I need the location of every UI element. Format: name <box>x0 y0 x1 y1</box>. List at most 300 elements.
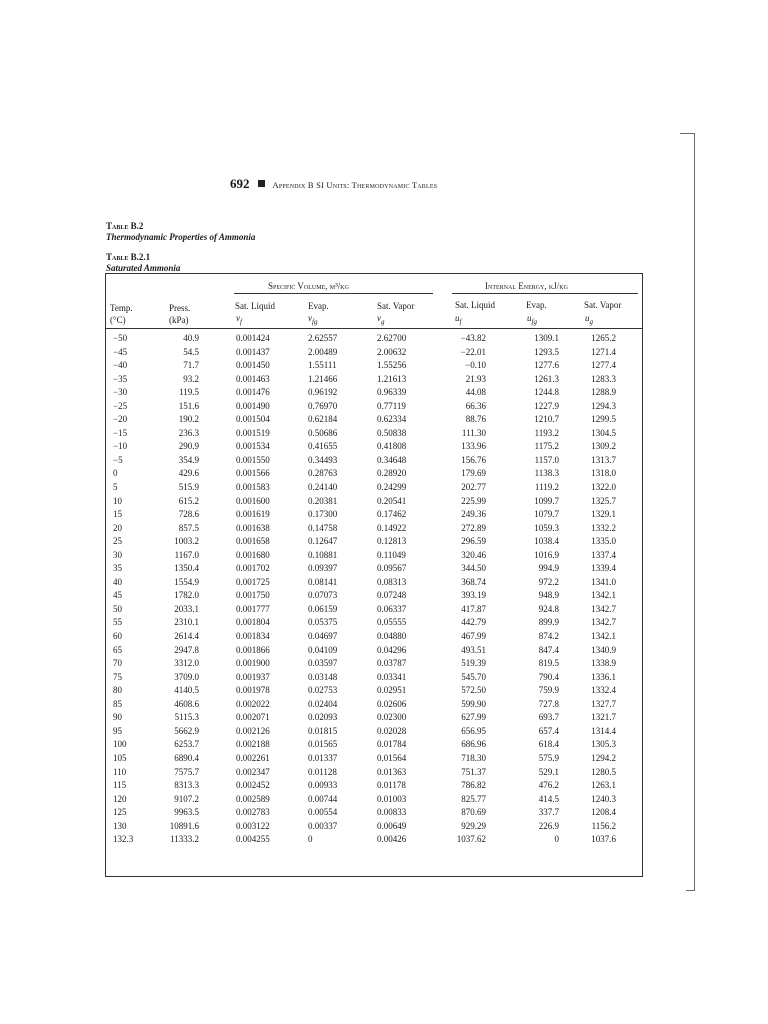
cell-ufg: 476.2 <box>538 780 559 791</box>
cell-uf: 320.46 <box>461 549 486 560</box>
cell-ufg: 899.9 <box>538 617 559 628</box>
cell-ug: 1332.4 <box>591 685 616 696</box>
cell-uf: 442.79 <box>461 617 486 628</box>
cell-vf: 0.001834 <box>236 631 270 642</box>
cell-press: 4140.5 <box>174 685 199 696</box>
cell-uf: 393.19 <box>461 590 486 601</box>
cell-vf: 0.001680 <box>236 549 270 560</box>
cell-uf: 870.69 <box>461 807 486 818</box>
cell-ug: 1342.7 <box>591 603 616 614</box>
cell-vg: 2.00632 <box>377 346 407 357</box>
cell-temp: 40 <box>113 576 122 587</box>
cell-vg: 0.04880 <box>377 631 407 642</box>
cell-vf: 0.001566 <box>236 468 270 479</box>
cell-press: 54.5 <box>183 346 199 357</box>
cell-uf: 467.99 <box>461 631 486 642</box>
table-row <box>0 332 768 346</box>
cell-press: 2033.1 <box>174 603 199 614</box>
cell-press: 3312.0 <box>174 658 199 669</box>
cell-vf: 0.001750 <box>236 590 270 601</box>
cell-temp: 120 <box>113 793 127 804</box>
cell-temp: 100 <box>113 739 127 750</box>
cell-press: 515.9 <box>178 482 199 493</box>
cell-uf: 296.59 <box>461 536 486 547</box>
cell-vfg: 1.55111 <box>308 360 337 371</box>
cell-vfg: 0.03597 <box>308 658 338 669</box>
cell-ug: 1277.4 <box>591 360 616 371</box>
cell-ug: 1283.3 <box>591 373 616 384</box>
cell-vg: 0.02951 <box>377 685 407 696</box>
col-header-sat-liquid-v: Sat. Liquid <box>235 301 275 311</box>
cell-ufg: 1038.4 <box>534 536 559 547</box>
cell-temp: 130 <box>113 820 127 831</box>
cell-ufg: 226.9 <box>538 820 559 831</box>
cell-ug: 1342.1 <box>591 631 616 642</box>
cell-temp: 85 <box>113 698 122 709</box>
cell-uf: 202.77 <box>461 482 486 493</box>
cell-vg: 2.62700 <box>377 333 407 343</box>
cell-vf: 0.001504 <box>236 414 270 425</box>
cell-vf: 0.001658 <box>236 536 270 547</box>
cell-vf: 0.001550 <box>236 454 270 465</box>
cell-uf: 718.30 <box>461 752 486 763</box>
cell-vf: 0.001437 <box>236 346 270 357</box>
symbol-ug: $u_g$ <box>585 313 593 326</box>
cell-vfg: 0.00337 <box>308 820 338 831</box>
cell-press: 1350.4 <box>174 563 199 574</box>
cell-ufg: 1261.3 <box>534 373 559 384</box>
group-rule-internal-energy <box>452 293 638 294</box>
table-row <box>0 657 768 671</box>
cell-vg: 0.09567 <box>377 563 407 574</box>
cell-press: 10891.6 <box>169 820 199 831</box>
cell-uf: 493.51 <box>461 644 486 655</box>
cell-vfg: 0.08141 <box>308 576 338 587</box>
cell-vg: 0.96339 <box>377 387 407 398</box>
cell-temp: 65 <box>113 644 122 655</box>
cell-press: 4608.6 <box>174 698 199 709</box>
cell-ug: 1340.9 <box>591 644 616 655</box>
table-row <box>0 400 768 414</box>
table-row <box>0 576 768 590</box>
cell-uf: 133.96 <box>461 441 486 452</box>
cell-vg: 0.41808 <box>377 441 407 452</box>
cell-uf: 344.50 <box>461 563 486 574</box>
cell-vg: 0.03341 <box>377 671 407 682</box>
cell-ug: 1304.5 <box>591 427 616 438</box>
cell-vfg: 1.21466 <box>308 373 338 384</box>
cell-vf: 0.002126 <box>236 725 270 736</box>
cell-vfg: 0.00933 <box>308 780 338 791</box>
cell-vg: 0.07248 <box>377 590 407 601</box>
cell-ug: 1337.4 <box>591 549 616 560</box>
cell-temp: 35 <box>113 563 122 574</box>
symbol-vf: $v_f$ <box>236 313 242 326</box>
cell-press: 40.9 <box>183 333 199 343</box>
cell-vfg: 0.10881 <box>308 549 338 560</box>
cell-press: 1554.9 <box>174 576 199 587</box>
cell-press: 615.2 <box>178 495 199 506</box>
cell-temp: −20 <box>113 414 128 425</box>
cell-vfg: 0 <box>308 834 313 845</box>
cell-ufg: 727.8 <box>538 698 559 709</box>
cell-uf: 111.30 <box>461 427 486 438</box>
cell-ufg: 1193.2 <box>534 427 559 438</box>
table-title: Thermodynamic Properties of Ammonia <box>106 232 256 242</box>
cell-vf: 0.001937 <box>236 671 270 682</box>
cell-ug: 1271.4 <box>591 346 616 357</box>
cell-vg: 0.50838 <box>377 427 407 438</box>
table-row <box>0 779 768 793</box>
cell-ufg: 575.9 <box>538 752 559 763</box>
cell-ug: 1325.7 <box>591 495 616 506</box>
col-header-temp-unit: (°C) <box>110 315 126 325</box>
cell-uf: 368.74 <box>461 576 486 587</box>
cell-temp: −5 <box>113 454 123 465</box>
cell-vf: 0.001638 <box>236 522 270 533</box>
cell-vf: 0.001519 <box>236 427 270 438</box>
cell-ufg: 1016.9 <box>534 549 559 560</box>
table-row <box>0 359 768 373</box>
cell-uf: 656.95 <box>461 725 486 736</box>
table-row <box>0 481 768 495</box>
table-row <box>0 793 768 807</box>
table-row <box>0 684 768 698</box>
cell-ug: 1305.3 <box>591 739 616 750</box>
cell-temp: 60 <box>113 631 122 642</box>
cell-temp: 110 <box>113 766 127 777</box>
square-bullet-icon <box>258 180 265 187</box>
cell-ug: 1318.0 <box>591 468 616 479</box>
page-number: 692 <box>230 176 250 191</box>
cell-vg: 0.06337 <box>377 603 407 614</box>
table-row <box>0 603 768 617</box>
cell-temp: 45 <box>113 590 122 601</box>
cell-vg: 0.34648 <box>377 454 407 465</box>
col-header-sat-vapor-u: Sat. Vapor <box>584 300 622 310</box>
cell-uf: 519.39 <box>461 658 486 669</box>
cell-ug: 1294.3 <box>591 400 616 411</box>
cell-vg: 0.01363 <box>377 766 407 777</box>
cell-ug: 1329.1 <box>591 509 616 520</box>
cell-vfg: 0.02404 <box>308 698 338 709</box>
cell-ufg: 994.9 <box>538 563 559 574</box>
cell-vf: 0.001600 <box>236 495 270 506</box>
cell-ug: 1280.5 <box>591 766 616 777</box>
cell-temp: 70 <box>113 658 122 669</box>
cell-vfg: 0.04109 <box>308 644 338 655</box>
cell-press: 857.5 <box>178 522 199 533</box>
cell-vf: 0.002188 <box>236 739 270 750</box>
cell-press: 151.6 <box>178 400 199 411</box>
cell-press: 1167.0 <box>174 549 199 560</box>
cell-temp: 75 <box>113 671 122 682</box>
cell-uf: 627.99 <box>461 712 486 723</box>
cell-vg: 0.28920 <box>377 468 407 479</box>
cell-vg: 0.77119 <box>377 400 406 411</box>
cell-press: 11333.2 <box>170 834 199 845</box>
symbol-vg: $v_g$ <box>377 313 385 326</box>
cell-uf: −0.10 <box>465 360 486 371</box>
table-id: Table B.2 <box>106 221 144 231</box>
cell-vg: 0.04296 <box>377 644 407 655</box>
table-row <box>0 820 768 834</box>
subtable-title: Saturated Ammonia <box>106 263 181 273</box>
cell-vf: 0.002347 <box>236 766 270 777</box>
cell-temp: 105 <box>113 752 127 763</box>
group-header-internal-energy: Internal Energy, kJ/kg <box>485 281 568 291</box>
cell-ufg: 1157.0 <box>534 454 559 465</box>
cell-press: 93.2 <box>183 373 199 384</box>
cell-vfg: 0.28763 <box>308 468 338 479</box>
cell-ug: 1313.7 <box>591 454 616 465</box>
cell-ug: 1299.5 <box>591 414 616 425</box>
table-body <box>0 332 768 847</box>
table-row <box>0 467 768 481</box>
cell-vg: 0.02300 <box>377 712 407 723</box>
cell-vfg: 0.20381 <box>308 495 338 506</box>
table-row <box>0 346 768 360</box>
cell-temp: 80 <box>113 685 122 696</box>
cell-ufg: 759.9 <box>538 685 559 696</box>
cell-ufg: 414.5 <box>538 793 559 804</box>
cell-vf: 0.003122 <box>236 820 270 831</box>
running-title: Appendix B SI Units: Thermodynamic Tables <box>272 180 438 190</box>
cell-press: 1003.2 <box>174 536 199 547</box>
cell-ug: 1294.2 <box>591 752 616 763</box>
cell-ug: 1321.7 <box>591 712 616 723</box>
cell-uf: −43.82 <box>460 333 486 343</box>
cell-vf: 0.001463 <box>236 373 270 384</box>
cell-vfg: 2.00489 <box>308 346 338 357</box>
cell-temp: −30 <box>113 387 128 398</box>
cell-vg: 0.02028 <box>377 725 407 736</box>
cell-vf: 0.001702 <box>236 563 270 574</box>
cell-temp: 25 <box>113 536 122 547</box>
cell-vfg: 0.41655 <box>308 441 338 452</box>
cell-ug: 1339.4 <box>591 563 616 574</box>
cell-temp: 55 <box>113 617 122 628</box>
cell-uf: 156.76 <box>461 454 486 465</box>
cell-vg: 0.08313 <box>377 576 407 587</box>
cell-ufg: 1293.5 <box>534 346 559 357</box>
cell-vfg: 0.76970 <box>308 400 338 411</box>
table-row <box>0 413 768 427</box>
col-header-temp <box>110 302 133 326</box>
col-header-press-unit: (kPa) <box>169 315 189 325</box>
cell-ug: 1327.7 <box>591 698 616 709</box>
cell-vf: 0.001534 <box>236 441 270 452</box>
cell-press: 290.9 <box>178 441 199 452</box>
cell-uf: 686.96 <box>461 739 486 750</box>
table-row <box>0 752 768 766</box>
cell-vfg: 0.12647 <box>308 536 338 547</box>
table-row <box>0 711 768 725</box>
cell-press: 7575.7 <box>174 766 199 777</box>
table-row <box>0 386 768 400</box>
cell-ufg: 819.5 <box>538 658 559 669</box>
table-row <box>0 589 768 603</box>
cell-uf: 751.37 <box>461 766 486 777</box>
cell-ufg: 1309.1 <box>534 333 559 343</box>
cell-vg: 0.00426 <box>377 834 407 845</box>
cell-vf: 0.002261 <box>236 752 270 763</box>
symbol-vfg: $v_{fg}$ <box>308 313 318 326</box>
cell-uf: 179.69 <box>461 468 486 479</box>
cell-vf: 0.001900 <box>236 658 270 669</box>
cell-vf: 0.002022 <box>236 698 270 709</box>
cell-vg: 0.00833 <box>377 807 407 818</box>
cell-vfg: 0.01128 <box>308 766 337 777</box>
cell-vfg: 0.07073 <box>308 590 338 601</box>
cell-ug: 1314.4 <box>591 725 616 736</box>
cell-vf: 0.001476 <box>236 387 270 398</box>
cell-vg: 0.03787 <box>377 658 407 669</box>
cell-press: 6253.7 <box>174 739 199 750</box>
table-row <box>0 373 768 387</box>
cell-uf: 417.87 <box>461 603 486 614</box>
cell-vf: 0.004255 <box>236 834 270 845</box>
page-header <box>230 176 437 192</box>
cell-ug: 1335.0 <box>591 536 616 547</box>
cell-temp: 125 <box>113 807 127 818</box>
cell-temp: 115 <box>113 780 127 791</box>
cell-temp: −15 <box>113 427 128 438</box>
symbol-uf: $u_f$ <box>455 313 462 326</box>
cell-ug: 1263.1 <box>591 780 616 791</box>
cell-temp: −10 <box>113 441 128 452</box>
cell-uf: 66.36 <box>465 400 486 411</box>
cell-vg: 0.00649 <box>377 820 407 831</box>
cell-vg: 1.55256 <box>377 360 407 371</box>
cell-uf: 599.90 <box>461 698 486 709</box>
cell-vfg: 0.01337 <box>308 752 338 763</box>
col-header-press <box>169 302 190 326</box>
table-row <box>0 535 768 549</box>
cell-vg: 0.05555 <box>377 617 407 628</box>
cell-ufg: 337.7 <box>538 807 559 818</box>
cell-press: 354.9 <box>178 454 199 465</box>
header-rule <box>106 328 642 329</box>
cell-vf: 0.002452 <box>236 780 270 791</box>
table-row <box>0 562 768 576</box>
cell-temp: 5 <box>113 482 118 493</box>
cell-vf: 0.001424 <box>236 333 270 343</box>
cell-press: 71.7 <box>183 360 199 371</box>
cell-uf: 786.82 <box>461 780 486 791</box>
cell-vf: 0.001804 <box>236 617 270 628</box>
cell-temp: 95 <box>113 725 122 736</box>
table-row <box>0 644 768 658</box>
cell-press: 9963.5 <box>174 807 199 818</box>
cell-vf: 0.002589 <box>236 793 270 804</box>
col-header-press-label: Press. <box>169 303 191 313</box>
cell-temp: 0 <box>113 468 118 479</box>
cell-vf: 0.001583 <box>236 482 270 493</box>
col-header-evap-u: Evap. <box>526 300 547 310</box>
table-row <box>0 725 768 739</box>
cell-vf: 0.002783 <box>236 807 270 818</box>
cell-press: 236.3 <box>178 427 199 438</box>
cell-ug: 1342.1 <box>591 590 616 601</box>
cell-ug: 1338.9 <box>591 658 616 669</box>
cell-ufg: 529.1 <box>538 766 559 777</box>
table-row <box>0 522 768 536</box>
cell-vf: 0.001725 <box>236 576 270 587</box>
cell-uf: 929.29 <box>461 820 486 831</box>
cell-temp: 15 <box>113 509 122 520</box>
cell-vfg: 0.09397 <box>308 563 338 574</box>
cell-vfg: 0.01565 <box>308 739 338 750</box>
cell-temp: 50 <box>113 603 122 614</box>
subtable-id: Table B.2.1 <box>106 252 151 262</box>
cell-vg: 0.24299 <box>377 482 407 493</box>
cell-ufg: 1119.2 <box>534 482 559 493</box>
cell-vf: 0.001777 <box>236 603 270 614</box>
cell-ug: 1322.0 <box>591 482 616 493</box>
cell-vg: 0.02606 <box>377 698 407 709</box>
table-row <box>0 508 768 522</box>
cell-ug: 1341.0 <box>591 576 616 587</box>
cell-vf: 0.001619 <box>236 509 270 520</box>
table-row <box>0 698 768 712</box>
cell-ug: 1240.3 <box>591 793 616 804</box>
cell-ufg: 924.8 <box>538 603 559 614</box>
cell-ufg: 1079.7 <box>534 509 559 520</box>
cell-vg: 0.01003 <box>377 793 407 804</box>
cell-vfg: 0.14758 <box>308 522 338 533</box>
cell-temp: 132.3 <box>113 834 134 845</box>
cell-uf: 225.99 <box>461 495 486 506</box>
cell-temp: 30 <box>113 549 122 560</box>
cell-press: 2310.1 <box>174 617 199 628</box>
cell-press: 190.2 <box>178 414 199 425</box>
col-header-evap-v: Evap. <box>308 301 329 311</box>
cell-vfg: 0.02093 <box>308 712 338 723</box>
cell-vfg: 0.50686 <box>308 427 338 438</box>
cell-temp: 90 <box>113 712 122 723</box>
cell-vg: 0.01784 <box>377 739 407 750</box>
cell-uf: 1037.62 <box>456 834 486 845</box>
table-row <box>0 630 768 644</box>
page-edge-top <box>680 133 694 134</box>
cell-press: 119.5 <box>179 387 199 398</box>
cell-ufg: 0 <box>554 834 559 845</box>
table-row <box>0 766 768 780</box>
cell-ug: 1156.2 <box>591 820 616 831</box>
table-row <box>0 616 768 630</box>
group-rule-specific-volume <box>234 293 433 294</box>
cell-vg: 1.21613 <box>377 373 407 384</box>
cell-temp: 20 <box>113 522 122 533</box>
cell-uf: 272.89 <box>461 522 486 533</box>
cell-vg: 0.14922 <box>377 522 407 533</box>
cell-vfg: 2.62557 <box>308 333 338 343</box>
cell-ufg: 948.9 <box>538 590 559 601</box>
cell-ufg: 693.7 <box>538 712 559 723</box>
cell-temp: −35 <box>113 373 128 384</box>
col-header-temp-label: Temp. <box>110 303 133 313</box>
cell-press: 429.6 <box>178 468 199 479</box>
cell-temp: −25 <box>113 400 128 411</box>
group-header-specific-volume: Specific Volume, m³/kg <box>268 281 349 291</box>
cell-ufg: 657.4 <box>538 725 559 736</box>
cell-uf: 44.08 <box>465 387 486 398</box>
cell-temp: −45 <box>113 346 128 357</box>
col-header-sat-vapor-v: Sat. Vapor <box>377 301 415 311</box>
cell-vfg: 0.05375 <box>308 617 338 628</box>
cell-vfg: 0.02753 <box>308 685 338 696</box>
